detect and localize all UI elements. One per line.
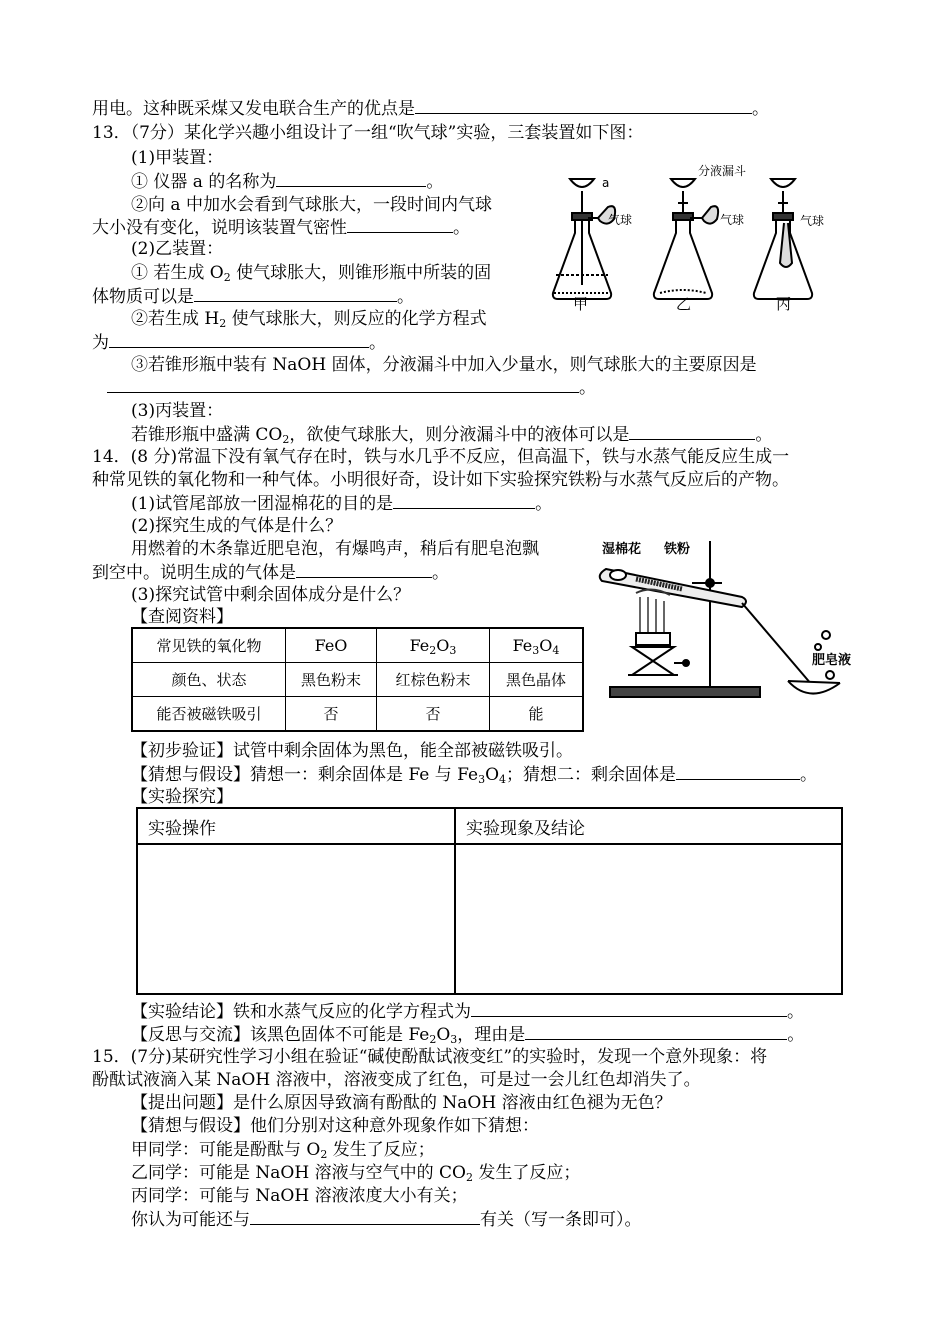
label-iron-powder: 铁粉 — [664, 542, 691, 557]
q13-jia-1: ① 仪器 a 的名称为 。 — [131, 172, 444, 192]
table-row — [132, 663, 583, 697]
answer-cell[interactable] — [455, 844, 842, 994]
q13-bing-question: 若锥形瓶中盛满 $CO_2$，欲使气球胀大，则分液漏斗中的液体可以是 。 — [131, 425, 773, 446]
label-balloon-yi: 气球 — [720, 213, 745, 227]
answer-blank[interactable] — [194, 285, 397, 302]
table-header-cell: 实验操作 — [137, 808, 455, 844]
caption-yi: 乙 — [676, 295, 692, 313]
table-cell: 能否被磁铁吸引 — [132, 697, 286, 732]
answer-blank[interactable] — [276, 170, 426, 187]
table-cell: $Fe_2O_3$ — [377, 628, 490, 663]
q13-yi-3-answer: 。 — [107, 376, 596, 399]
q15-bing: 丙同学：可能与 NaOH 溶液浓度大小有关； — [131, 1186, 468, 1206]
flask-jia — [553, 179, 615, 299]
q13-yi-heading: (2)乙装置： — [131, 239, 224, 259]
q14-guess: 【猜想与假设】猜想一：剩余固体是 Fe 与 $Fe_3O_4$；猜想二：剩余固体是 。 — [131, 765, 818, 786]
answer-blank[interactable] — [109, 331, 369, 348]
q14-title-2: 种常见铁的氧化物和一种气体。小明很好奇，设计如下实验探究铁粉与水蒸气反应后的产物。 — [92, 470, 789, 490]
answer-blank[interactable] — [525, 1023, 787, 1040]
answer-blank[interactable] — [415, 97, 752, 114]
q15-hypothesis: 【猜想与假设】他们分别对这种意外现象作如下猜想： — [131, 1116, 539, 1136]
q14-p2-line2: 到空中。说明生成的气体是 。 — [92, 563, 449, 583]
q13-yi-1: ① 若生成 $O_2$ 使气球胀大，则锥形瓶中所装的固 — [131, 263, 492, 284]
answer-cell[interactable] — [137, 844, 455, 994]
table-cell: 黑色晶体 — [490, 663, 584, 697]
caption-bing: 丙 — [776, 295, 792, 313]
table-row — [132, 628, 583, 663]
answer-blank[interactable] — [250, 1208, 480, 1225]
table-cell: $Fe_3O_4$ — [490, 628, 584, 663]
q14-verify: 【初步验证】试管中剩余固体为黑色，能全部被磁铁吸引。 — [131, 741, 573, 761]
q15-you: 你认为可能还与 有关（写一条即可）。 — [131, 1210, 642, 1230]
q15-question: 【提出问题】是什么原因导致滴有酚酞的 NaOH 溶液由红色褪为无色？ — [131, 1093, 672, 1113]
table-row — [137, 808, 842, 844]
q13-yi-3: ③若锥形瓶中装有 NaOH 固体，分液漏斗中加入少量水，则气球胀大的主要原因是 — [131, 355, 757, 375]
q12-tail-line: 用电。这种既采煤又发电联合生产的优点是 。 — [92, 99, 769, 119]
q13-title: 13．（7分）某化学兴趣小组设计了一组“吹气球”实验，三套装置如下图： — [92, 123, 644, 143]
table-cell: 红棕色粉末 — [377, 663, 490, 697]
table-cell: 否 — [377, 697, 490, 732]
q14-p3: (3)探究试管中剩余固体成分是什么？ — [131, 585, 411, 605]
q14-p1: (1)试管尾部放一团湿棉花的目的是 。 — [131, 494, 553, 514]
q14-title-1: 14．(8 分)常温下没有氧气存在时，铁与水几乎不反应，但高温下，铁与水蒸气能反应生成一 — [92, 447, 790, 467]
label-balloon-bing: 气球 — [800, 214, 825, 228]
q14-p2: (2)探究生成的气体是什么？ — [131, 516, 343, 536]
answer-blank[interactable] — [107, 376, 579, 393]
q14-reflect: 【反思与交流】该黑色固体不可能是 $Fe_2O_3$，理由是 。 — [131, 1025, 805, 1046]
q15-title-1: 15．(7分)某研究性学习小组在验证“碱使酚酞试液变红”的实验时，发现一个意外现象：将 — [92, 1047, 768, 1067]
q13-jia-2-line1: ②向 a 中加水会看到气球胀大，一段时间内气球 — [131, 195, 492, 215]
experiment-table — [136, 807, 843, 995]
answer-blank[interactable] — [393, 492, 535, 509]
label-soap-solution: 肥皂液 — [812, 653, 852, 668]
answer-blank[interactable] — [296, 561, 432, 578]
q13-jia-heading: (1)甲装置： — [131, 148, 224, 168]
q13-jia-2-line2: 大小没有变化，说明该装置气密性 。 — [92, 218, 470, 238]
balloon-apparatus-figure — [548, 163, 864, 313]
answer-blank[interactable] — [471, 1000, 787, 1017]
table-row — [132, 697, 583, 732]
table-cell: 黑色粉末 — [286, 663, 377, 697]
q15-jia: 甲同学：可能是酚酞与 $O_2$ 发生了反应； — [131, 1140, 435, 1161]
iron-oxide-reference-table — [131, 627, 584, 732]
label-balloon-jia: 气球 — [608, 213, 633, 227]
iron-steam-apparatus-figure — [592, 535, 878, 703]
q14-lookup: 【查阅资料】 — [131, 607, 233, 627]
label-funnel: 分液漏斗 — [698, 164, 747, 178]
table-header-cell: 实验现象及结论 — [455, 808, 842, 844]
answer-blank[interactable] — [629, 423, 755, 440]
q13-yi-1-line2: 体物质可以是 。 — [92, 287, 414, 307]
table-cell: FeO — [286, 628, 377, 663]
label-a: a — [602, 176, 610, 190]
q15-yi: 乙同学：可能是 NaOH 溶液与空气中的 $CO_2$ 发生了反应； — [131, 1163, 581, 1184]
table-cell: 常见铁的氧化物 — [132, 628, 286, 663]
q13-yi-2-line2: 为 。 — [92, 333, 386, 353]
q14-explore: 【实验探究】 — [131, 787, 233, 807]
label-wet-cotton: 湿棉花 — [602, 542, 642, 557]
flask-yi — [654, 179, 718, 299]
q13-bing-heading: (3)丙装置： — [131, 401, 224, 421]
table-cell: 否 — [286, 697, 377, 732]
answer-blank[interactable] — [347, 216, 453, 233]
table-cell: 能 — [490, 697, 584, 732]
q13-yi-2: ②若生成 $H_2$ 使气球胀大，则反应的化学方程式 — [131, 309, 487, 330]
q15-title-2: 酚酞试液滴入某 NaOH 溶液中，溶液变成了红色，可是过一会儿红色却消失了。 — [92, 1070, 701, 1090]
q14-conclusion: 【实验结论】铁和水蒸气反应的化学方程式为 。 — [131, 1002, 804, 1022]
flask-bing — [754, 179, 812, 299]
table-row — [137, 844, 842, 994]
table-cell: 颜色、状态 — [132, 663, 286, 697]
q14-p2-line1: 用燃着的木条靠近肥皂泡，有爆鸣声，稍后有肥皂泡飘 — [131, 539, 539, 559]
caption-jia: 甲 — [573, 295, 589, 313]
answer-blank[interactable] — [676, 763, 800, 780]
